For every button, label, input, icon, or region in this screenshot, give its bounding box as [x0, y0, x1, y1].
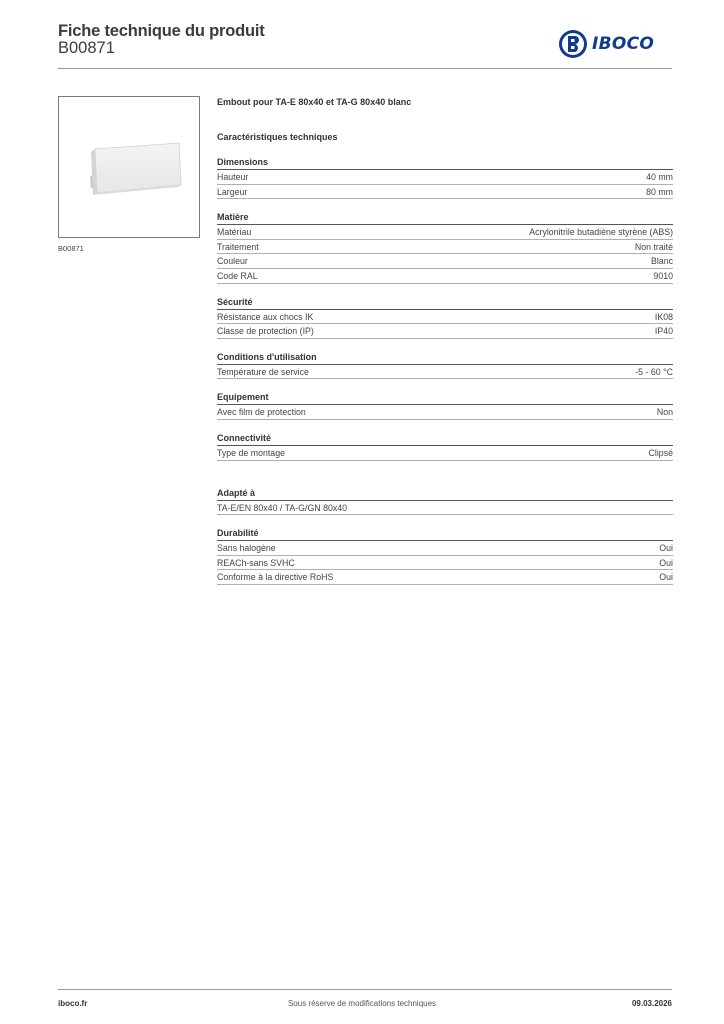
spec-row [217, 310, 673, 325]
spec-group [217, 487, 673, 516]
product-name: Embout pour TA-E 80x40 et TA-G 80x40 blanc [217, 97, 412, 107]
spec-group [217, 391, 673, 420]
spec-row [217, 225, 673, 240]
spec-sheet [217, 96, 673, 585]
spec-row-label: TA-E/EN 80x40 / TA-G/GN 80x40 [217, 502, 348, 513]
spec-row-value: Oui [659, 557, 673, 568]
spec-row-value: Non traité [634, 241, 673, 252]
spec-row [217, 365, 673, 380]
image-caption: B00871 [58, 244, 84, 253]
spec-row [217, 240, 673, 255]
footer-notice: Sous réserve de modifications techniques [287, 999, 437, 1008]
spec-group-title: Matière [217, 211, 673, 225]
spec-row-label: Traitement [217, 241, 259, 252]
spec-row-label: Code RAL [217, 270, 258, 281]
spec-row-label: Largeur [217, 186, 248, 197]
spec-group-title: Equipement [217, 391, 673, 405]
header-divider [58, 68, 672, 69]
spec-row-label: Résistance aux chocs IK [217, 311, 314, 322]
logo-wordmark: IBOCO [592, 34, 655, 54]
spec-group [217, 527, 673, 585]
spec-row-value: IP40 [654, 326, 673, 337]
spec-group-title: Connectivité [217, 432, 673, 446]
spec-row-label: REACh-sans SVHC [217, 557, 295, 568]
spec-row-value: Oui [659, 543, 673, 554]
spec-row-label: Type de montage [217, 447, 285, 458]
spec-row [217, 185, 673, 200]
spec-group [217, 296, 673, 339]
spec-row-label: Température de service [217, 366, 309, 377]
product-code: B00871 [58, 39, 115, 57]
iboco-logo-icon [558, 29, 588, 59]
spec-row [217, 570, 673, 585]
spec-group-title: Adapté à [217, 487, 673, 501]
spec-row [217, 405, 673, 420]
spec-row-value: 9010 [653, 270, 673, 281]
footer-divider [58, 989, 672, 990]
spec-row-value: Oui [659, 572, 673, 583]
spec-group [217, 211, 673, 283]
spec-row-value: Clipsé [648, 447, 673, 458]
spec-row-label: Conforme à la directive RoHS [217, 572, 334, 583]
spec-row-value: -5 - 60 °C [635, 366, 673, 377]
spec-groups [217, 156, 673, 585]
spec-row-label: Hauteur [217, 172, 249, 182]
spec-row-value: IK08 [654, 311, 673, 322]
footer-website[interactable]: iboco.fr [58, 999, 88, 1008]
spec-heading: Caractéristiques techniques [217, 132, 338, 142]
spec-row [217, 269, 673, 284]
end-cap-illustration [59, 97, 199, 237]
spec-row-label: Classe de protection (IP) [217, 326, 314, 337]
spec-row [217, 541, 673, 556]
spec-row [217, 324, 673, 339]
spec-row-value: Acrylonitrile butadiène styrène (ABS) [529, 227, 673, 238]
product-image [58, 96, 200, 238]
spec-row-label: Avec film de protection [217, 407, 306, 418]
spec-group [217, 156, 673, 199]
spec-group [217, 351, 673, 380]
spec-group-title: Sécurité [217, 296, 673, 310]
spec-row [217, 170, 673, 185]
spec-row-value: Non [656, 407, 673, 418]
spec-row-value: 40 mm [646, 172, 673, 182]
spec-row-label: Couleur [217, 256, 248, 267]
brand-logo [558, 28, 674, 60]
spec-group-title: Dimensions [217, 156, 673, 170]
spec-row-value: 80 mm [646, 186, 673, 197]
spec-row [217, 556, 673, 571]
spec-group [217, 432, 673, 461]
spec-group-title: Durabilité [217, 527, 673, 541]
spec-row-label: Sans halogène [217, 543, 276, 554]
footer-date: 09.03.2026 [631, 999, 672, 1008]
spec-row [217, 501, 673, 516]
spec-row-value: Blanc [650, 256, 673, 267]
spec-row-label: Matériau [217, 227, 252, 238]
page-title: Fiche technique du produit [58, 22, 265, 40]
spec-group-title: Conditions d'utilisation [217, 351, 673, 365]
spec-row [217, 446, 673, 461]
spec-row [217, 254, 673, 269]
